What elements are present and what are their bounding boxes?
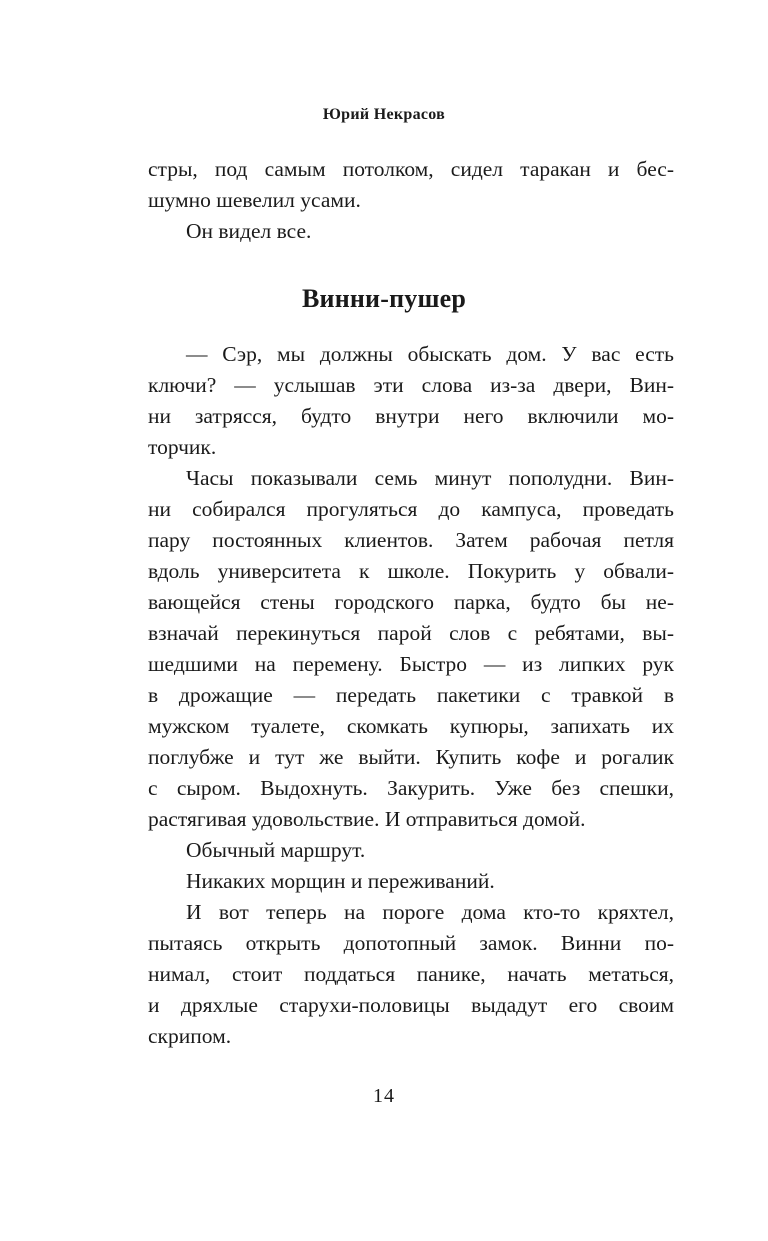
- text-line: шумно шевелил усами.: [148, 188, 361, 212]
- text-line: Обычный маршрут.: [186, 838, 366, 862]
- text-line: в дрожащие — передать пакетики с травкой в: [148, 683, 674, 707]
- text-line: растягивая удовольствие. И отправиться домой.: [148, 807, 586, 831]
- text-line: стры, под самым потолком, сидел таракан и бес-: [148, 157, 674, 181]
- text-line: взначай перекинуться парой слов с ребятами, вы-: [148, 621, 674, 645]
- running-head-author: Юрий Некрасов: [322, 106, 446, 123]
- text-line: скрипом.: [148, 1024, 232, 1048]
- text-line: вдоль университета к школе. Покурить у обвали-: [148, 559, 674, 583]
- text-line: шедшими на перемену. Быстро — из липких рук: [148, 652, 674, 676]
- text-line: пару постоянных клиентов. Затем рабочая петля: [148, 528, 674, 552]
- text-line: Никаких морщин и переживаний.: [186, 869, 495, 893]
- text-line: с сыром. Выдохнуть. Закурить. Уже без спешки,: [148, 776, 674, 800]
- text-line: торчик.: [148, 435, 217, 459]
- text-line: и дряхлые старухи-половицы выдадут его своим: [148, 993, 674, 1017]
- text-line: поглубже и тут же выйти. Купить кофе и рогалик: [148, 745, 674, 769]
- text-line: Часы показывали семь минут пополудни. Вин-: [186, 466, 674, 490]
- text-line: — Сэр, мы должны обыскать дом. У вас есть: [186, 342, 674, 366]
- text-line: ни собирался прогуляться до кампуса, проведать: [148, 497, 674, 521]
- text-line: пытаясь открыть допотопный замок. Винни по-: [148, 931, 674, 955]
- text-line: нимал, стоит поддаться панике, начать метаться,: [148, 962, 674, 986]
- continuation-text: [148, 154, 674, 247]
- text-line: вающейся стены городского парка, будто бы не-: [148, 590, 674, 614]
- chapter-title: Винни-пушер: [301, 284, 467, 313]
- text-line: Он видел все.: [186, 219, 312, 243]
- text-line: мужском туалете, скомкать купюры, запихать их: [148, 714, 674, 738]
- page-number: 14: [373, 1085, 395, 1107]
- text-line: ни затрясся, будто внутри него включили мо-: [148, 404, 674, 428]
- text-line: И вот теперь на пороге дома кто-то кряхтел,: [186, 900, 674, 924]
- chapter-body-text: [148, 339, 674, 1052]
- text-line: ключи? — услышав эти слова из-за двери, Вин-: [148, 373, 674, 397]
